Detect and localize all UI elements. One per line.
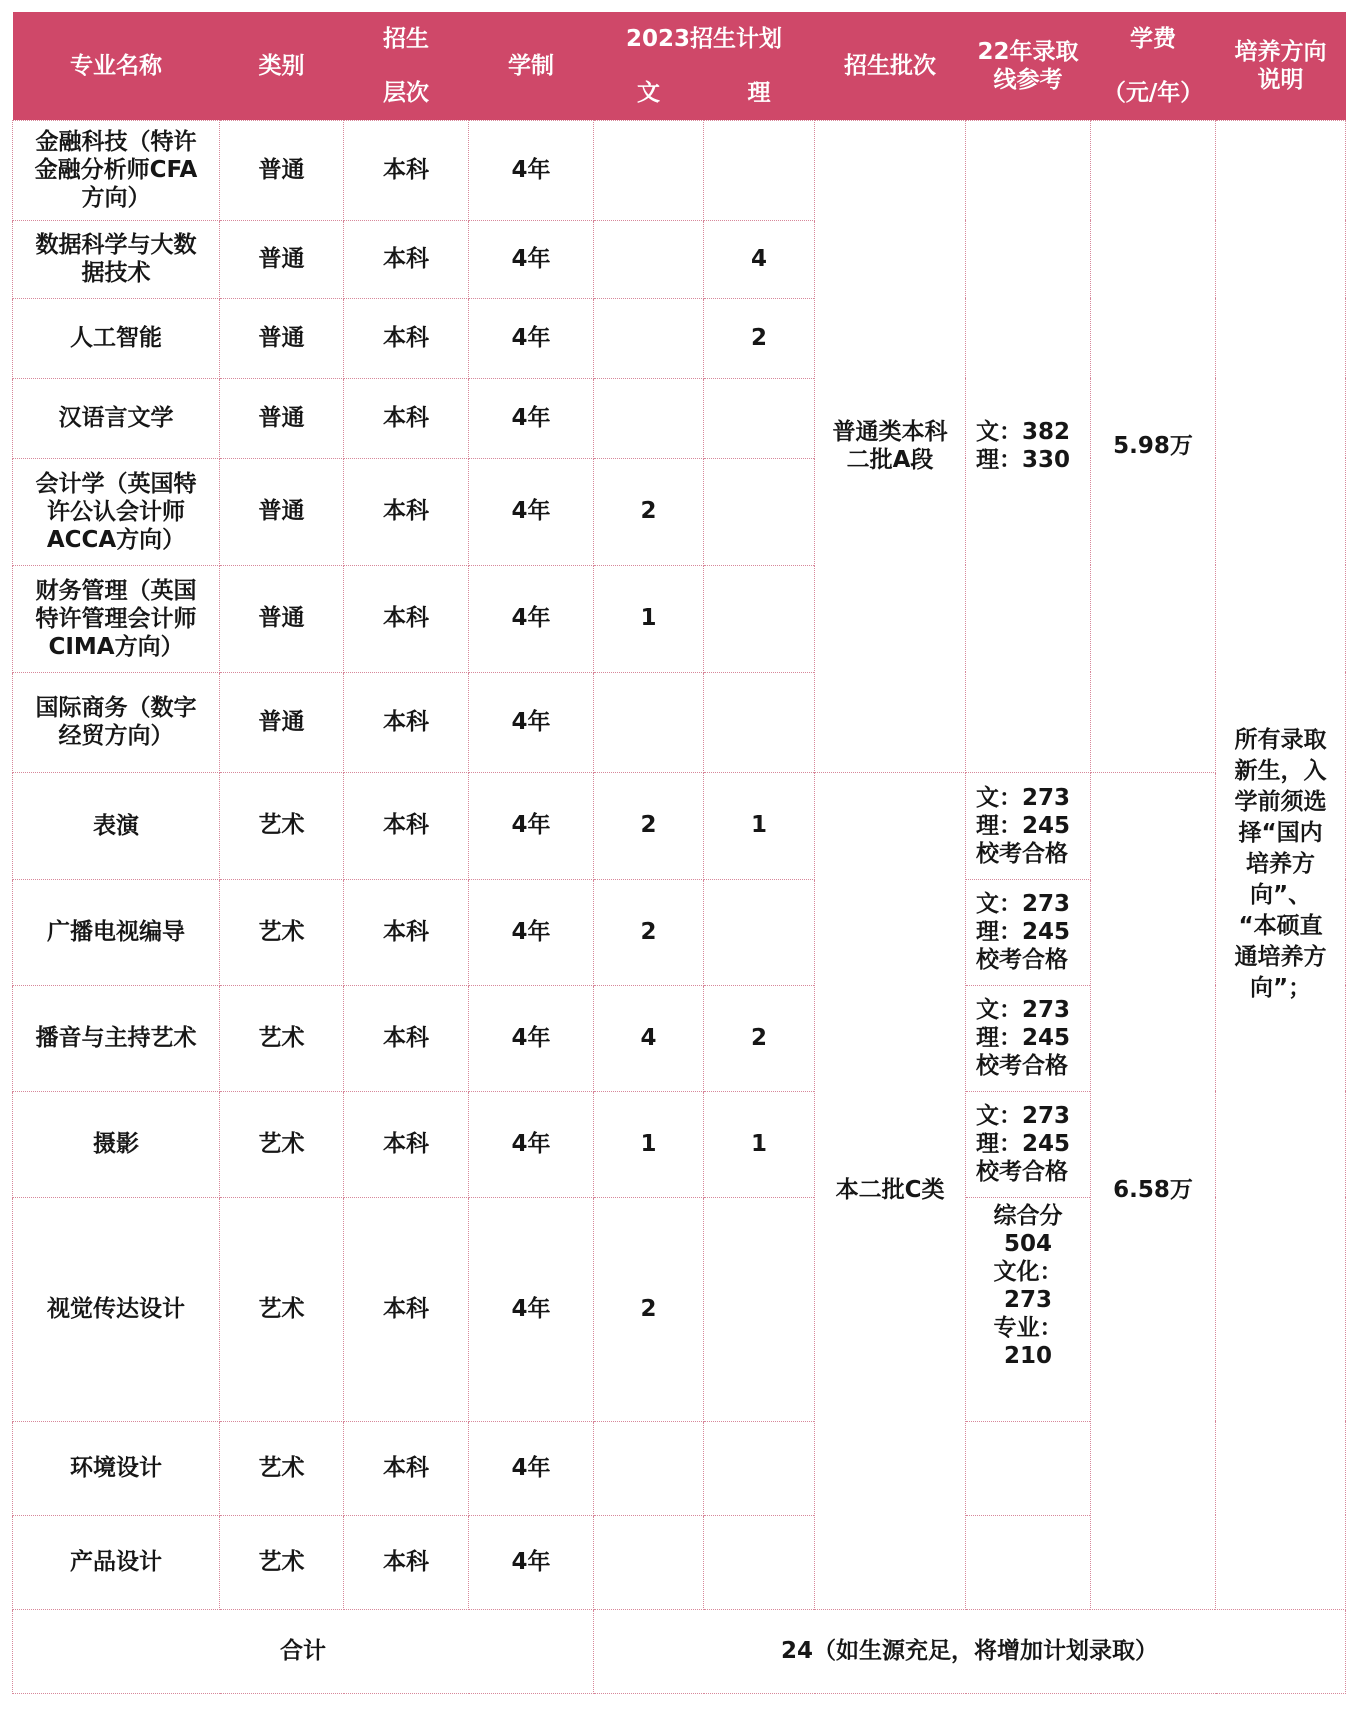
cell-duration: 4年	[469, 120, 594, 220]
cell-category: 艺术	[220, 1197, 344, 1421]
cell-plan-li	[704, 565, 815, 672]
cell-plan-li	[704, 1421, 815, 1515]
direction-note-line: 通培养方	[1234, 944, 1327, 970]
cell-level: 本科	[344, 298, 469, 378]
cell-plan-wen	[594, 298, 704, 378]
cell-category: 艺术	[220, 1515, 344, 1609]
cell-major	[13, 120, 220, 220]
cell-plan-li	[704, 879, 815, 985]
cell-category: 普通	[220, 298, 344, 378]
major-name-line: 特许管理会计师	[35, 605, 197, 632]
score-ref-line: 文：273	[976, 997, 1071, 1023]
table-row	[13, 772, 1346, 879]
header-score-ref	[966, 12, 1091, 120]
major-name-line: 许公认会计师	[47, 498, 185, 525]
cell-duration: 4年	[469, 298, 594, 378]
direction-note-line: 所有录取	[1234, 727, 1327, 753]
score-ref-line: 504	[1004, 1230, 1053, 1257]
cell-category: 普通	[220, 378, 344, 458]
header-score-ref-line1: 22年录取	[977, 38, 1079, 65]
cell-score-ref-art	[966, 985, 1091, 1091]
score-ref-line: 专业：	[993, 1314, 1063, 1341]
total-value: 24（如生源充足，将增加计划录取）	[594, 1609, 1346, 1693]
cell-level: 本科	[344, 565, 469, 672]
cell-plan-wen: 2	[594, 879, 704, 985]
cell-score-ref-art	[966, 772, 1091, 879]
cell-duration: 4年	[469, 672, 594, 772]
score-ref-line: 210	[1004, 1342, 1053, 1369]
cell-category: 艺术	[220, 1091, 344, 1197]
cell-duration: 4年	[469, 1421, 594, 1515]
score-ref-line: 校考合格	[976, 1053, 1069, 1079]
cell-score-ref-art	[966, 879, 1091, 985]
header-plan-li: 理	[704, 66, 815, 120]
score-ref-line: 273	[1004, 1286, 1053, 1313]
major-name-line: 金融分析师CFA	[34, 157, 198, 183]
score-ref-line: 理：330	[976, 447, 1071, 473]
major-name-line: CIMA方向）	[48, 633, 184, 660]
cell-plan-wen	[594, 220, 704, 298]
cell-fee-art: 6.58万	[1091, 772, 1216, 1609]
cell-duration: 4年	[469, 378, 594, 458]
header-score-ref-line2: 线参考	[993, 66, 1063, 93]
score-ref-line: 文：273	[976, 784, 1071, 811]
cell-plan-wen: 4	[594, 985, 704, 1091]
major-name-line: 方向）	[81, 185, 151, 211]
direction-note-line: 培养方	[1246, 851, 1316, 877]
header-plan-wen: 文	[594, 66, 704, 120]
major-name-line: 汉语言文学	[58, 405, 174, 431]
direction-note-line: 学前须选	[1234, 789, 1327, 815]
direction-note-line: 新生，入	[1234, 758, 1327, 784]
cell-plan-wen	[594, 1421, 704, 1515]
score-ref-line: 理：245	[976, 1131, 1071, 1157]
cell-duration: 4年	[469, 772, 594, 879]
cell-major	[13, 298, 220, 378]
admission-plan-table	[12, 12, 1346, 1694]
major-name-line: ACCA方向）	[46, 526, 186, 553]
cell-plan-wen: 2	[594, 1197, 704, 1421]
cell-score-ref-art	[966, 1091, 1091, 1197]
major-name-line: 会计学（英国特	[35, 470, 197, 497]
cell-batch-art: 本二批C类	[815, 772, 966, 1609]
score-ref-line: 理：245	[976, 1025, 1071, 1051]
table-body	[13, 120, 1346, 1693]
cell-major	[13, 879, 220, 985]
header-batch: 招生批次	[815, 12, 966, 120]
cell-category: 普通	[220, 120, 344, 220]
cell-plan-wen: 2	[594, 772, 704, 879]
cell-duration: 4年	[469, 458, 594, 565]
major-name-line: 据技术	[81, 260, 151, 286]
score-ref-line: 校考合格	[976, 1159, 1069, 1185]
cell-duration: 4年	[469, 1197, 594, 1421]
major-name-line: 播音与主持艺术	[35, 1025, 197, 1051]
cell-plan-wen: 1	[594, 1091, 704, 1197]
cell-major	[13, 672, 220, 772]
cell-batch-regular	[815, 120, 966, 772]
cell-major	[13, 458, 220, 565]
cell-category: 艺术	[220, 772, 344, 879]
cell-duration: 4年	[469, 985, 594, 1091]
direction-note-line: 向”；	[1249, 975, 1312, 1001]
header-direction-line1: 培养方向	[1234, 38, 1327, 65]
cell-duration: 4年	[469, 1091, 594, 1197]
cell-direction-note	[1216, 120, 1346, 1609]
cell-plan-li	[704, 378, 815, 458]
cell-major	[13, 1197, 220, 1421]
cell-plan-li	[704, 1515, 815, 1609]
header-category: 类别	[220, 12, 344, 120]
major-name-line: 财务管理（英国	[35, 577, 197, 604]
header-plan: 2023招生计划	[594, 12, 815, 66]
cell-plan-li: 4	[704, 220, 815, 298]
cell-level: 本科	[344, 1091, 469, 1197]
header-major: 专业名称	[13, 12, 220, 120]
cell-major	[13, 1091, 220, 1197]
cell-level: 本科	[344, 985, 469, 1091]
cell-major	[13, 1515, 220, 1609]
major-name-line: 表演	[93, 812, 139, 839]
cell-duration: 4年	[469, 1515, 594, 1609]
score-ref-line: 文：273	[976, 1103, 1071, 1129]
major-name-line: 广播电视编导	[47, 919, 185, 945]
score-ref-line: 综合分	[993, 1202, 1063, 1229]
score-ref-line: 文化：	[993, 1258, 1063, 1285]
cell-level: 本科	[344, 1197, 469, 1421]
total-row	[13, 1609, 1346, 1693]
cell-level: 本科	[344, 1421, 469, 1515]
header-duration: 学制	[469, 12, 594, 120]
cell-plan-li: 2	[704, 298, 815, 378]
direction-note-line: 择“国内	[1238, 820, 1323, 846]
cell-score-ref-empty	[966, 1515, 1091, 1609]
cell-plan-wen	[594, 672, 704, 772]
cell-plan-li	[704, 1197, 815, 1421]
cell-duration: 4年	[469, 565, 594, 672]
cell-major	[13, 378, 220, 458]
cell-major	[13, 985, 220, 1091]
header-level-bottom: 层次	[344, 66, 469, 120]
cell-level: 本科	[344, 458, 469, 565]
cell-major	[13, 220, 220, 298]
header-direction-line2: 说明	[1257, 66, 1304, 93]
cell-score-ref-empty	[966, 1421, 1091, 1515]
cell-duration: 4年	[469, 220, 594, 298]
major-name-line: 数据科学与大数	[35, 232, 197, 258]
cell-plan-wen: 1	[594, 565, 704, 672]
cell-score-ref-regular	[966, 120, 1091, 772]
major-name-line: 产品设计	[70, 1549, 162, 1575]
cell-score-ref-visual	[966, 1197, 1091, 1421]
cell-category: 艺术	[220, 1421, 344, 1515]
score-ref-line: 理：245	[976, 919, 1071, 945]
cell-major	[13, 565, 220, 672]
header-direction	[1216, 12, 1346, 120]
cell-level: 本科	[344, 772, 469, 879]
score-ref-line: 文：382	[976, 419, 1071, 445]
major-name-line: 人工智能	[70, 325, 162, 351]
cell-plan-li	[704, 458, 815, 565]
cell-major	[13, 772, 220, 879]
cell-plan-li: 1	[704, 772, 815, 879]
cell-plan-wen	[594, 378, 704, 458]
cell-category: 普通	[220, 220, 344, 298]
score-ref-line: 理：245	[976, 812, 1071, 839]
cell-duration: 4年	[469, 879, 594, 985]
header-fee-bottom: （元/年）	[1091, 66, 1216, 120]
cell-level: 本科	[344, 672, 469, 772]
major-name-line: 视觉传达设计	[47, 1296, 185, 1322]
major-name-line: 金融科技（特许	[35, 129, 197, 155]
cell-level: 本科	[344, 220, 469, 298]
direction-note-line: “本硕直	[1238, 913, 1323, 939]
cell-category: 普通	[220, 458, 344, 565]
cell-plan-li: 2	[704, 985, 815, 1091]
total-label: 合计	[13, 1609, 594, 1693]
score-ref-line: 校考合格	[976, 947, 1069, 973]
batch-line: 普通类本科	[832, 419, 948, 445]
cell-category: 普通	[220, 672, 344, 772]
cell-plan-li	[704, 672, 815, 772]
cell-level: 本科	[344, 378, 469, 458]
cell-level: 本科	[344, 120, 469, 220]
cell-major	[13, 1421, 220, 1515]
cell-plan-wen	[594, 1515, 704, 1609]
score-ref-line: 文：273	[976, 891, 1071, 917]
direction-note-line: 向”、	[1249, 882, 1312, 908]
cell-fee-regular: 5.98万	[1091, 120, 1216, 772]
score-ref-line: 校考合格	[976, 840, 1069, 867]
cell-plan-wen	[594, 120, 704, 220]
major-name-line: 经贸方向）	[58, 723, 174, 749]
table-row	[13, 120, 1346, 220]
cell-plan-li	[704, 120, 815, 220]
header-level-top: 招生	[344, 12, 469, 66]
cell-category: 艺术	[220, 879, 344, 985]
major-name-line: 环境设计	[70, 1455, 162, 1481]
cell-level: 本科	[344, 879, 469, 985]
cell-category: 普通	[220, 565, 344, 672]
header-fee-top: 学费	[1091, 12, 1216, 66]
cell-plan-wen: 2	[594, 458, 704, 565]
major-name-line: 国际商务（数字	[35, 695, 197, 721]
cell-level: 本科	[344, 1515, 469, 1609]
cell-category: 艺术	[220, 985, 344, 1091]
major-name-line: 摄影	[93, 1131, 139, 1157]
batch-line: 二批A段	[846, 447, 934, 473]
cell-plan-li: 1	[704, 1091, 815, 1197]
